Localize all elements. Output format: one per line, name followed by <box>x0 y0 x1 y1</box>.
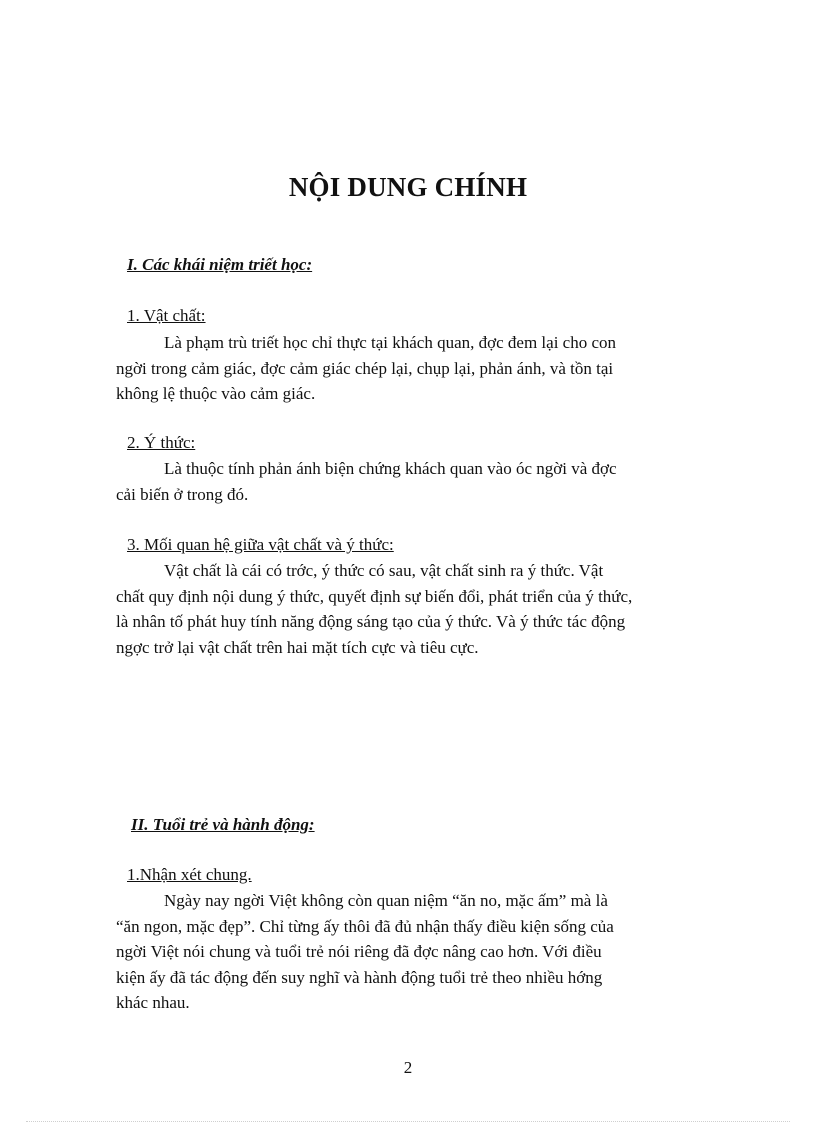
paragraph-line: “ăn ngon, mặc đẹp”. Chỉ từng ấy thôi đã đủ nhận thấy điều kiện sống của <box>116 916 614 936</box>
paragraph-line: ngời trong cảm giác, đợc cảm giác chép lại, chụp lại, phản ánh, và tồn tại <box>116 358 614 378</box>
section-1-item-3-heading: 3. Mối quan hệ giữa vật chất và ý thức: <box>127 535 394 554</box>
paragraph-line: kiện ấy đã tác động đến suy nghĩ và hành động tuổi trẻ theo nhiều hớng <box>116 967 603 987</box>
paragraph-line: chất quy định nội dung ý thức, quyết định sự biến đổi, phát triển của ý thức, <box>116 586 633 606</box>
paragraph-line: cải biến ở trong đó. <box>116 484 249 504</box>
paragraph-line: ngợc trở lại vật chất trên hai mặt tích cực và tiêu cực. <box>116 637 479 657</box>
section-1-item-2-paragraph <box>116 456 700 507</box>
paragraph-line: là nhân tố phát huy tính năng động sáng tạo của ý thức. Và ý thức tác động <box>116 612 626 631</box>
page-title: NỘI DUNG CHÍNH <box>288 172 528 202</box>
section-1-item-1-heading: 1. Vật chất: <box>127 306 206 325</box>
paragraph-line: Ngày nay ngời Việt không còn quan niệm “ăn no, mặc ấm” mà là <box>164 891 608 910</box>
paragraph-line: Là thuộc tính phản ánh biện chứng khách quan vào óc ngời và đợc <box>164 459 617 478</box>
paragraph-line: Vật chất là cái có trớc, ý thức có sau, vật chất sinh ra ý thức. Vật <box>164 561 604 580</box>
section-2-item-1-heading: 1.Nhận xét chung. <box>127 865 252 884</box>
paragraph-line: ngời Việt nói chung và tuổi trẻ nói riêng đã đợc nâng cao hơn. Với điều <box>116 942 602 961</box>
paragraph-line: Là phạm trù triết học chỉ thực tại khách quan, đợc đem lại cho con <box>164 333 617 352</box>
section-1-item-1-paragraph <box>116 330 700 407</box>
section-2-heading: II. Tuổi trẻ và hành động: <box>131 815 315 834</box>
section-2-item-1-paragraph <box>116 888 700 1016</box>
footer-divider <box>26 1121 790 1122</box>
paragraph-line: khác nhau. <box>116 993 190 1012</box>
section-1-item-2-heading: 2. Ý thức: <box>127 433 196 452</box>
page-number: 2 <box>403 1058 413 1077</box>
paragraph-line: không lệ thuộc vào cảm giác. <box>116 384 316 403</box>
section-1-heading: I. Các khái niệm triết học: <box>127 255 313 274</box>
section-1-item-3-paragraph <box>116 558 700 660</box>
